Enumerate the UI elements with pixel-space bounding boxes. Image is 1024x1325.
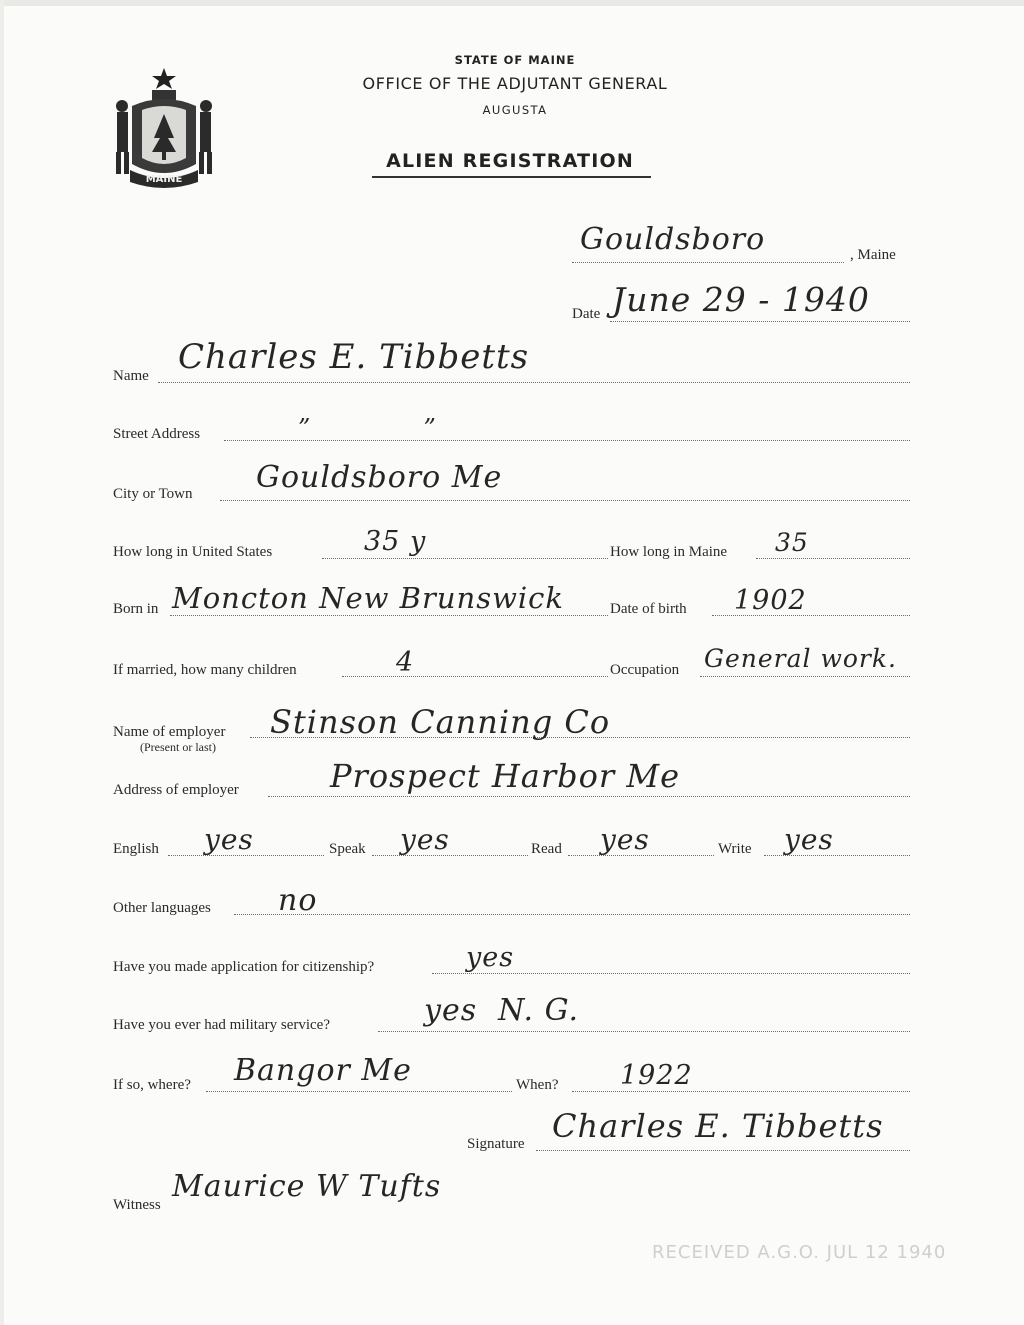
born-in-line [170,615,608,616]
citizenship-line [432,973,910,974]
born-in-label: Born in [113,601,159,617]
other-languages-label: Other languages [113,900,211,916]
date-line [610,321,910,322]
other-languages-value[interactable]: no [278,883,318,918]
name-line [158,382,910,383]
employer-address-line [268,796,910,797]
speak-label: Speak [329,841,366,857]
read-label: Read [531,841,562,857]
signature-label: Signature [467,1136,525,1152]
when-value[interactable]: 1922 [620,1060,693,1091]
city-or-town-label: City or Town [113,486,193,502]
name-value[interactable]: Charles E. Tibbetts [178,337,530,377]
english-value[interactable]: yes [204,823,254,856]
children-line [342,676,608,677]
children-value[interactable]: 4 [396,647,415,678]
born-in-value[interactable]: Moncton New Brunswick [172,581,564,615]
employer-sublabel: (Present or last) [140,740,216,754]
how-long-us-value[interactable]: 35 y [364,526,427,557]
how-long-maine-label: How long in Maine [610,544,728,560]
occupation-line [700,676,910,677]
military-service-label: Have you ever had military service? [113,1017,330,1033]
paper-edge-left [0,0,4,1325]
name-label: Name [113,368,149,384]
write-value[interactable]: yes [784,823,834,856]
received-stamp: RECEIVED A.G.O. JUL 12 1940 [652,1242,947,1263]
how-long-us-label: How long in United States [113,544,273,560]
header-office: OFFICE OF THE ADJUTANT GENERAL [362,74,668,93]
where-line [206,1091,512,1092]
title-underline [372,176,651,178]
write-label: Write [718,841,752,857]
occupation-value[interactable]: General work. [704,644,897,673]
header-state: STATE OF MAINE [454,53,576,67]
street-address-value[interactable]: ” ” [298,414,437,442]
paper-edge-top [0,0,1024,6]
date-of-birth-label: Date of birth [610,601,687,617]
children-label: If married, how many children [113,662,297,678]
where-value[interactable]: Bangor Me [234,1053,412,1088]
speak-value[interactable]: yes [400,823,450,856]
city-or-town-value[interactable]: Gouldsboro Me [256,460,503,495]
occupation-label: Occupation [610,662,680,678]
citizenship-label: Have you made application for citizenship? [113,959,375,975]
when-label: When? [516,1077,559,1093]
other-languages-line [234,914,910,915]
date-value[interactable]: June 29 - 1940 [612,280,870,319]
how-long-maine-line [756,558,910,559]
place-suffix: , Maine [850,247,896,263]
form-title: ALIEN REGISTRATION [386,150,634,172]
where-label: If so, where? [113,1077,191,1093]
signature-value[interactable]: Charles E. Tibbetts [552,1107,884,1145]
place-value[interactable]: Gouldsboro [580,222,766,257]
street-address-label: Street Address [113,426,201,442]
place-line [572,262,844,263]
military-service-line [378,1031,910,1032]
header-city: AUGUSTA [482,103,548,117]
witness-value[interactable]: Maurice W Tufts [172,1169,442,1204]
witness-label: Witness [113,1197,161,1213]
when-line [572,1091,910,1092]
read-value[interactable]: yes [600,823,650,856]
signature-line [536,1150,910,1151]
employer-value[interactable]: Stinson Canning Co [270,703,611,741]
maine-state-seal-icon [112,66,216,190]
date-of-birth-value[interactable]: 1902 [734,585,807,616]
how-long-maine-value[interactable]: 35 [775,528,809,557]
speak-line [372,855,528,856]
citizenship-value[interactable]: yes [466,942,515,973]
employer-label: Name of employer [113,724,226,740]
employer-address-label: Address of employer [113,782,239,798]
military-service-value[interactable]: yes N. G. [424,993,580,1028]
english-label: English [113,841,159,857]
seal-banner-text: MAINE [145,174,183,185]
date-label: Date [572,306,601,322]
how-long-us-line [322,558,608,559]
city-or-town-line [220,500,910,501]
employer-address-value[interactable]: Prospect Harbor Me [330,757,681,795]
